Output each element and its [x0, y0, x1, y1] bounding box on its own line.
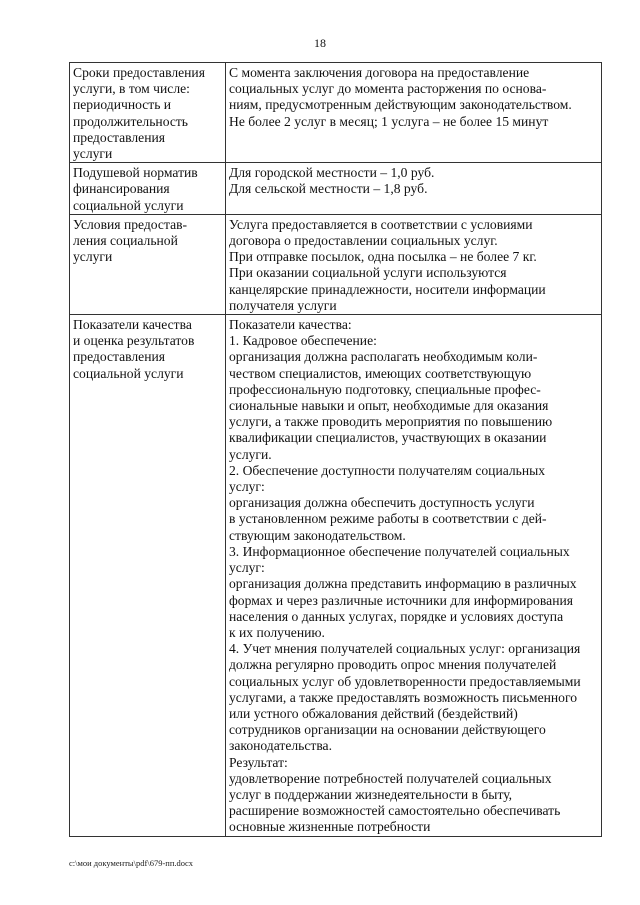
page-number: 18 — [314, 36, 326, 50]
content-line: формах и через различные источники для информирования — [229, 592, 573, 608]
service-table — [69, 62, 602, 837]
content-line: сотрудников организации на основании действующего — [229, 722, 546, 738]
content-line: профессиональную подготовку, специальные профес- — [229, 381, 541, 397]
label-line: предоставления — [73, 349, 166, 365]
content-line: услуг: — [229, 479, 265, 495]
row-content-terms — [226, 63, 602, 163]
label-line: продолжительность — [73, 113, 189, 129]
content-line: Показатели качества: — [229, 317, 352, 333]
content-line: ствующим законодательством. — [229, 527, 406, 543]
content-line: С момента заключения договора на предоставление — [229, 65, 530, 80]
content-line: ниям, предусмотренным действующим законодательством. — [229, 97, 572, 113]
content-line: 2. Обеспечение доступности получателям социальных — [229, 462, 546, 478]
content-line: При оказании социальной услуги используются — [229, 265, 507, 281]
label-line: социальной услуги — [73, 197, 184, 213]
table-row — [70, 315, 602, 837]
content-line: чеством специалистов, имеющих соответствующую — [229, 365, 532, 381]
label-line: ления социальной — [73, 233, 178, 249]
row-label-funding — [70, 163, 226, 215]
row-label-terms — [70, 63, 226, 163]
table-row — [70, 163, 602, 215]
row-content-conditions — [226, 214, 602, 314]
content-line: 1. Кадровое обеспечение: — [229, 333, 377, 349]
content-line: услуги. — [229, 446, 272, 462]
row-content-quality — [226, 315, 602, 837]
label-line: услуги — [73, 249, 113, 265]
content-line: сиональные навыки и опыт, необходимые для оказания — [229, 398, 549, 414]
label-line: Подушевой норматив — [73, 165, 198, 181]
content-line: Услуга предоставляется в соответствии с условиями — [229, 216, 533, 232]
row-content-funding — [226, 163, 602, 215]
table-row — [70, 214, 602, 314]
content-line: основные жизненные потребности — [229, 819, 431, 835]
content-line: услуги, а также проводить мероприятия по повышению — [229, 414, 553, 430]
content-line: удовлетворение потребностей получателей социальных — [229, 770, 552, 786]
label-line: финансирования — [73, 181, 170, 197]
row-label-quality — [70, 315, 226, 837]
content-line: законодательства. — [229, 738, 332, 754]
content-line: организация должна представить информацию в различных — [229, 576, 577, 592]
content-line: канцелярские принадлежности, носители информации — [229, 281, 546, 297]
content-line: получателя услуги — [229, 297, 337, 313]
label-line: предоставления — [73, 129, 166, 145]
content-line: услуг: — [229, 560, 265, 576]
label-line: Условия предостав- — [73, 216, 188, 232]
content-line: При отправке посылок, одна посылка – не более 7 кг. — [229, 249, 537, 265]
content-line: услуг в поддержании жизнедеятельности в быту, — [229, 786, 513, 802]
label-line: периодичность и — [73, 97, 172, 113]
content-line: договора о предоставлении социальных услуг. — [229, 233, 498, 249]
file-path-footer: c:\мои документы\pdf\679-пп.docx — [69, 858, 194, 868]
content-line: в установленном режиме работы в соответствии с дей- — [229, 511, 547, 527]
content-line: 4. Учет мнения получателей социальных услуг: организация — [229, 641, 581, 657]
content-line: Не более 2 услуг в месяц; 1 услуга – не более 15 минут — [229, 113, 549, 129]
content-line: Для городской местности – 1,0 руб. — [229, 165, 435, 181]
content-line: социальных услуг до момента расторжения по основа- — [229, 81, 547, 97]
content-line: Результат: — [229, 754, 288, 770]
label-line: услуги, в том числе: — [73, 81, 190, 97]
label-line: Показатели качества — [73, 317, 192, 333]
content-line: 3. Информационное обеспечение получателей социальных — [229, 543, 570, 559]
content-line: или устного обжалования действий (бездействий) — [229, 705, 518, 721]
label-line: услуги — [73, 146, 113, 162]
content-line: социальных услуг об удовлетворенности предоставляемыми — [229, 673, 581, 689]
content-line: расширение возможностей самостоятельно обеспечивать — [229, 803, 561, 819]
label-line: Сроки предоставления — [73, 65, 205, 80]
table-row — [70, 63, 602, 163]
content-line: квалификации специалистов, участвующих в оказании — [229, 430, 547, 446]
content-line: организация должна обеспечить доступность услуги — [229, 495, 535, 511]
label-line: социальной услуги — [73, 365, 184, 381]
content-line: организация должна располагать необходимым коли- — [229, 349, 538, 365]
label-line: и оценка результатов — [73, 333, 195, 349]
row-label-conditions — [70, 214, 226, 314]
content-line: к их получению. — [229, 624, 325, 640]
content-line: Для сельской местности – 1,8 руб. — [229, 181, 428, 197]
content-line: населения о данных услугах, порядке и условиях доступа — [229, 608, 564, 624]
content-line: должна регулярно проводить опрос мнения получателей — [229, 657, 557, 673]
content-line: услугами, а также предоставлять возможность письменного — [229, 689, 578, 705]
